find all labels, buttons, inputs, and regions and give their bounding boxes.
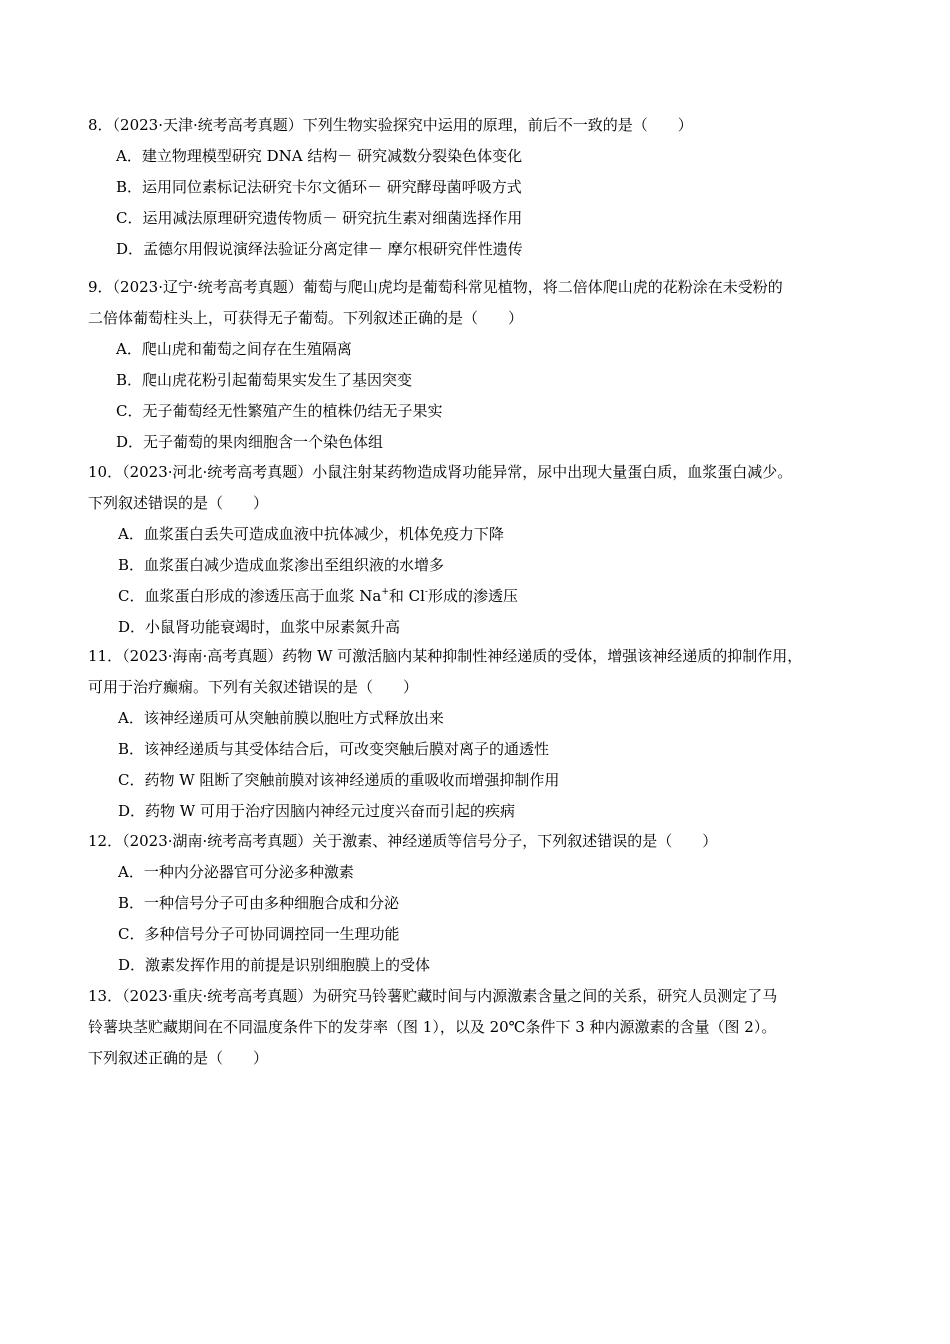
option-b: B．运用同位素标记法研究卡尔文循环－ 研究酵母菌呼吸方式 [116,178,522,196]
option-c: C．多种信号分子可协同调控同一生理功能 [118,925,400,943]
question-13 [88,981,868,1074]
question-12 [88,826,868,981]
question-11 [88,641,868,827]
question-stem-cont: 可用于治疗癫痫。下列有关叙述错误的是（ ） [88,678,419,696]
question-stem: 9．（2023·辽宁·统考高考真题）葡萄与爬山虎均是葡萄科常见植物，将二倍体爬山虎的花粉涂在未受粉的 [88,278,783,296]
option-a: A．一种内分泌器官可分泌多种激素 [118,863,354,881]
option-c: C．运用减法原理研究遗传物质－ 研究抗生素对细菌选择作用 [116,209,523,227]
option-d: D．激素发挥作用的前提是识别细胞膜上的受体 [118,956,431,974]
option-d: D．药物 W 可用于治疗因脑内神经元过度兴奋而引起的疾病 [118,802,515,820]
option-a: A．建立物理模型研究 DNA 结构－ 研究减数分裂染色体变化 [116,147,523,165]
question-9 [88,272,868,458]
question-stem-cont: 下列叙述错误的是（ ） [88,494,269,512]
question-stem-cont-2: 下列叙述正确的是（ ） [88,1049,269,1067]
question-stem-cont: 铃薯块茎贮藏期间在不同温度条件下的发芽率（图 1），以及 20℃条件下 3 种内源激素的含量（图 2）。 [88,1018,777,1036]
option-c: C．无子葡萄经无性繁殖产生的植株仍结无子果实 [116,402,443,420]
question-stem: 10．（2023·河北·统考高考真题）小鼠注射某药物造成肾功能异常，尿中出现大量蛋白质，血浆蛋白减少。 [88,463,793,481]
question-8 [88,110,868,265]
option-a: A．爬山虎和葡萄之间存在生殖隔离 [116,340,352,358]
option-c: C．血浆蛋白形成的渗透压高于血浆 Na+和 Cl-形成的渗透压 [118,587,518,605]
option-b: B．血浆蛋白减少造成血浆渗出至组织液的水增多 [118,556,445,574]
option-c: C．药物 W 阻断了突触前膜对该神经递质的重吸收而增强抑制作用 [118,771,560,789]
question-stem: 13．（2023·重庆·统考高考真题）为研究马铃薯贮藏时间与内源激素含量之间的关系，研究人员测定了马 [88,987,778,1005]
option-d: D．无子葡萄的果肉细胞含一个染色体组 [116,433,384,451]
question-stem-cont: 二倍体葡萄柱头上，可获得无子葡萄。下列叙述正确的是（ ） [88,309,524,327]
option-d: D．孟德尔用假说演绎法验证分离定律－ 摩尔根研究伴性遗传 [116,240,523,258]
option-a: A．该神经递质可从突触前膜以胞吐方式释放出来 [118,709,444,727]
option-b: B．爬山虎花粉引起葡萄果实发生了基因突变 [116,371,413,389]
question-stem: 11．（2023·海南·高考真题）药物 W 可激活脑内某种抑制性神经递质的受体，增强该神经递质的抑制作用， [88,647,803,665]
option-b: B．该神经递质与其受体结合后，可改变突触后膜对离子的通透性 [118,740,550,758]
question-stem: 12．（2023·湖南·统考高考真题）关于激素、神经递质等信号分子，下列叙述错误的是（ ） [88,832,718,850]
option-d: D．小鼠肾功能衰竭时，血浆中尿素氮升高 [118,618,401,636]
option-a: A．血浆蛋白丢失可造成血液中抗体减少，机体免疫力下降 [118,525,504,543]
question-10 [88,457,868,643]
option-b: B．一种信号分子可由多种细胞合成和分泌 [118,894,400,912]
question-stem: 8．（2023·天津·统考高考真题）下列生物实验探究中运用的原理，前后不一致的是（ ） [88,116,693,134]
